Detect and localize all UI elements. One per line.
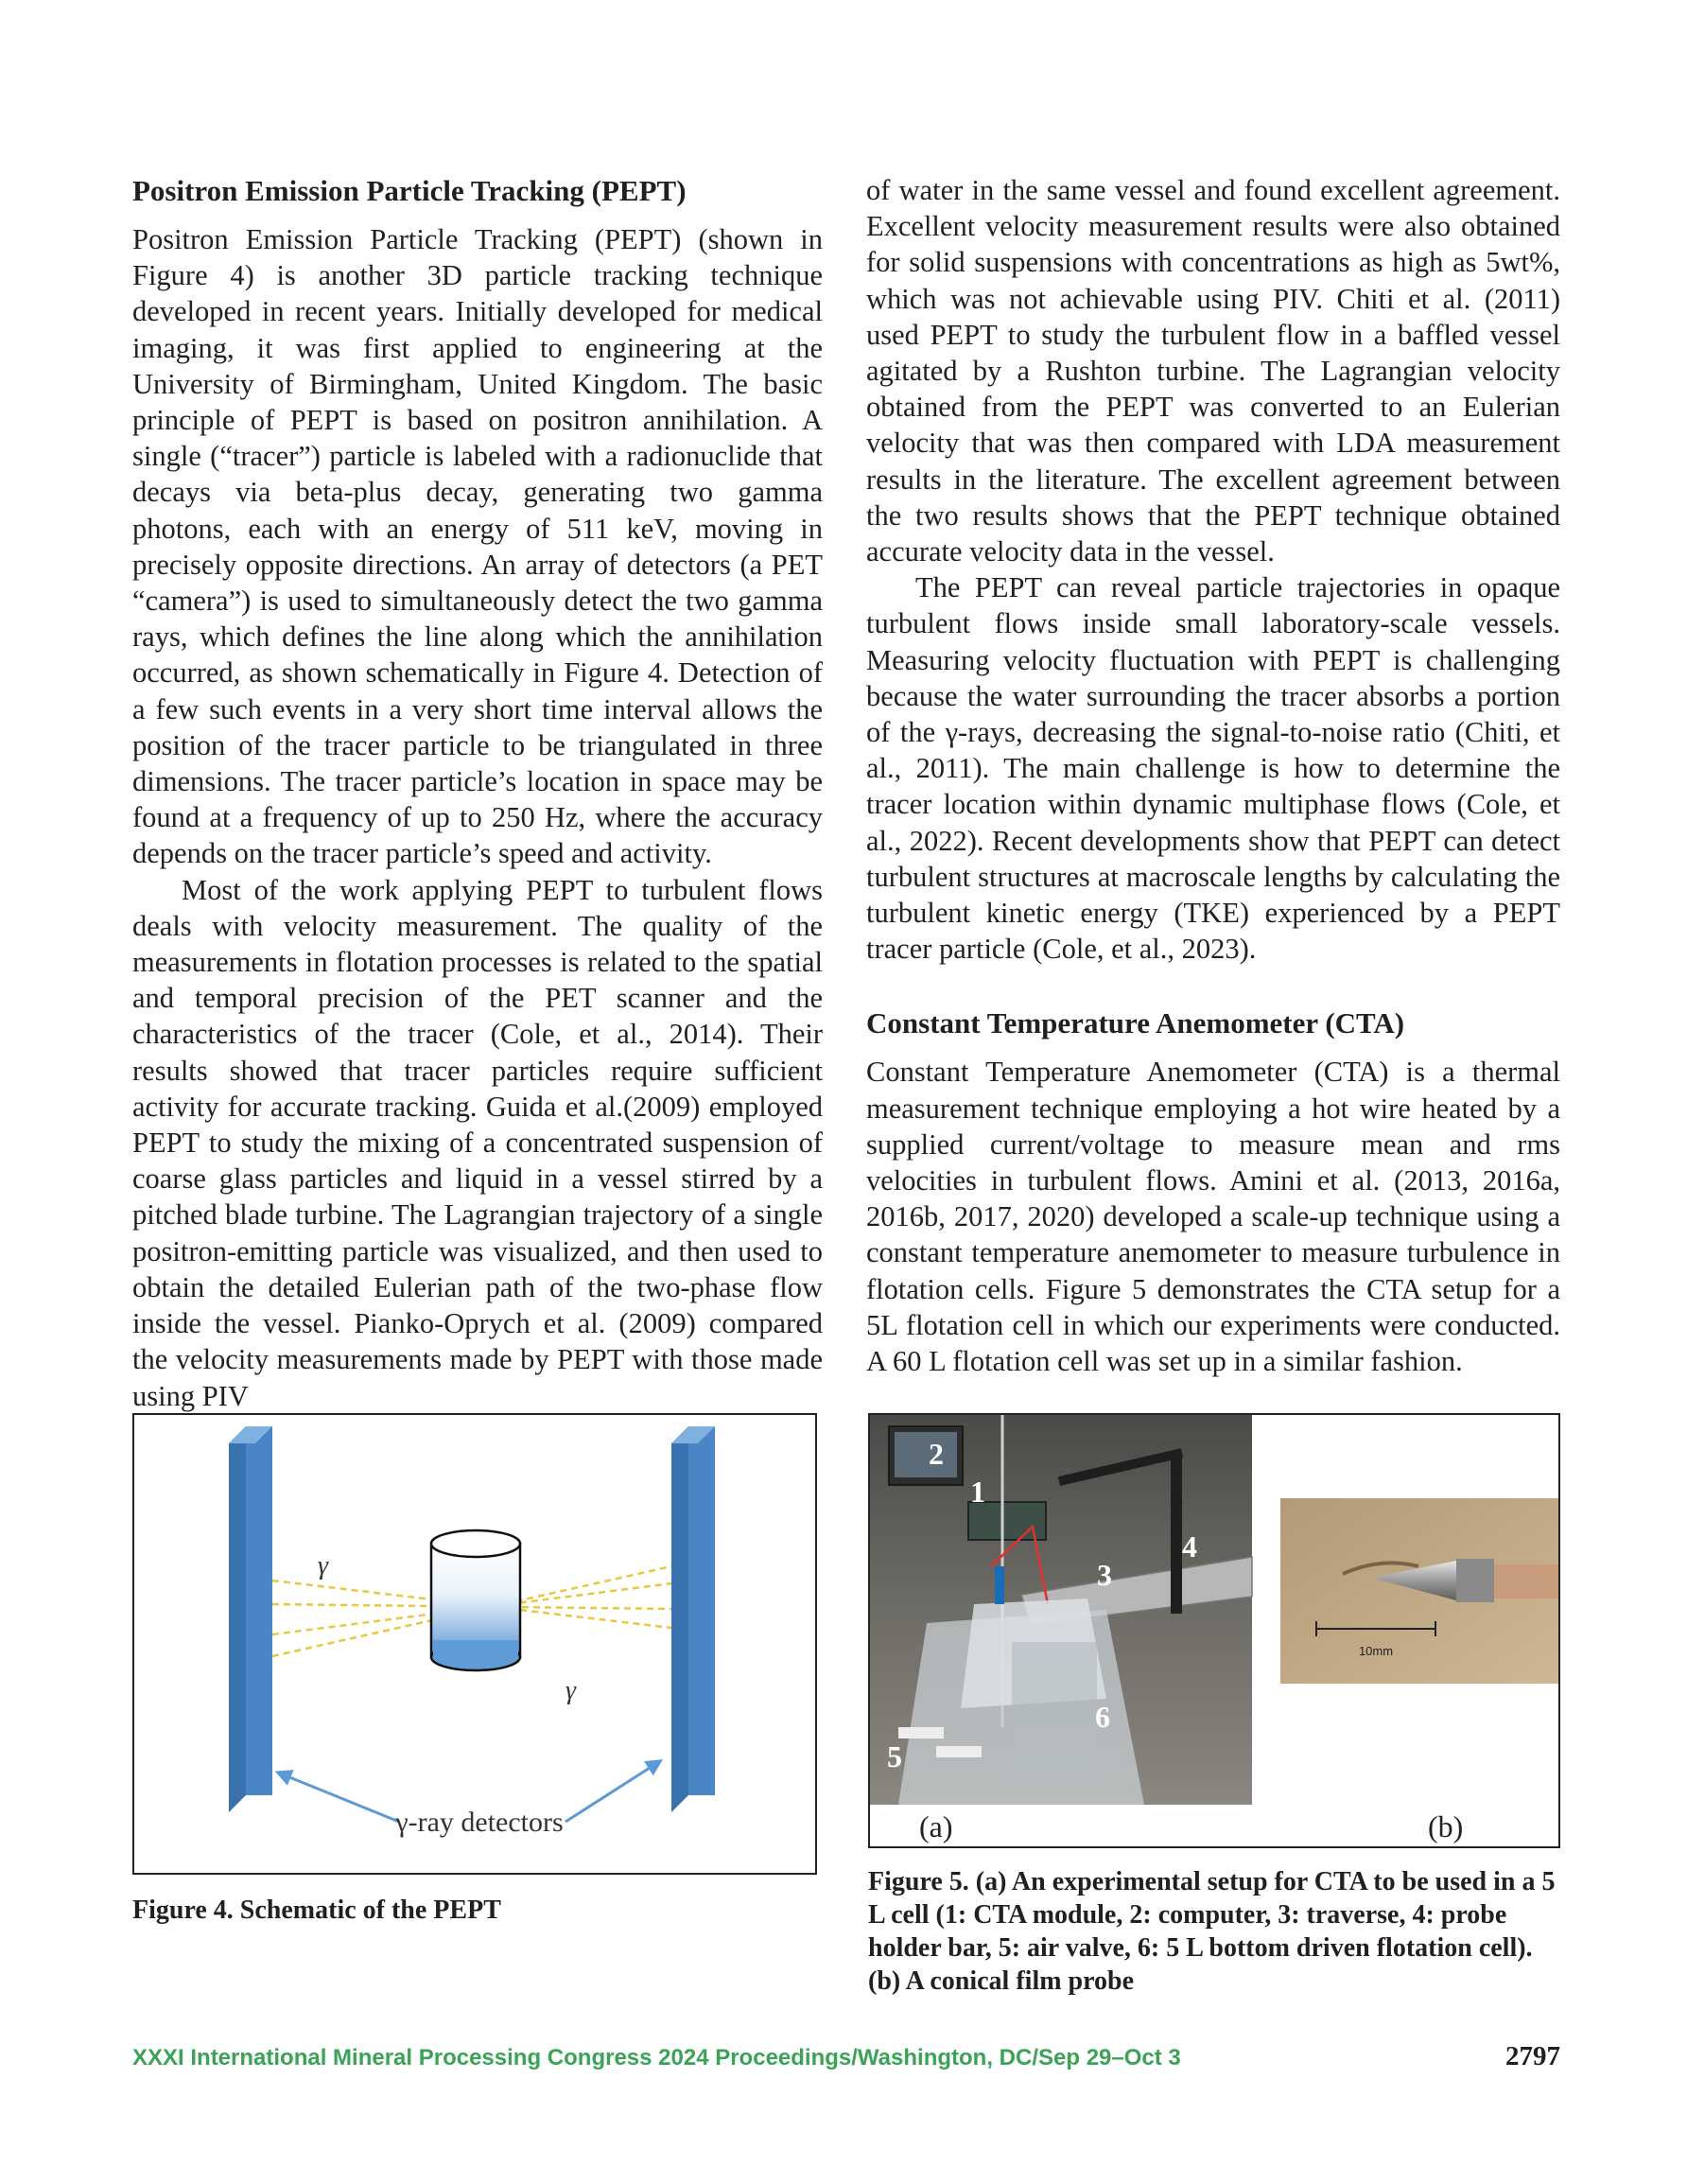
pept-paragraph-3: of water in the same vessel and found excellent agreement. Excellent velocity measurement results were also obtained for solid suspensions with concentrations as high as 5wt%, which was not achievable using PIV. Chiti et al. (2011) used PEPT to study the turbulent flow in a baffled vessel agitated by a Rushton turbine. The Lagrangian velocity obtained from the PEPT was converted to an Eulerian velocity that was then compared with LDA measurement results in the literature. The excellent agreement between the two results shows that the PEPT technique obtained accurate velocity data in the vessel. <box>866 174 1560 568</box>
scale-label: 10mm <box>1358 1644 1394 1658</box>
label-6: 6 <box>1095 1700 1110 1734</box>
probe-photo <box>1280 1498 1558 1684</box>
left-arrow <box>278 1773 399 1822</box>
right-detector <box>671 1426 715 1812</box>
label-5: 5 <box>887 1739 902 1773</box>
page-number: 2797 <box>1505 2041 1560 2071</box>
cta-paragraph: Constant Temperature Anemometer (CTA) is a thermal measurement technique employing a hot wire heated by a supplied current/voltage to measure mean and rms velocities in turbulent flows. Amini et al. (2013, 2016a, 2016b, 2017, 2020) developed a scale-up technique using a constant temperature anemometer to measure turbulence in flotation cells. Figure 5 demonstrates the CTA setup for a 5L flotation cell in which our experiments were conducted. A 60 L flotation cell was set up in a similar fashion. <box>866 1056 1560 1378</box>
setup-photo <box>870 1415 1252 1805</box>
cta-heading: Constant Temperature Anemometer (CTA) <box>866 1006 1405 1040</box>
label-1: 1 <box>970 1475 985 1509</box>
cta-setup-figure <box>870 1415 1558 1846</box>
figure-5-caption: Figure 5. (a) An experimental setup for CTA to be used in a 5 L cell (1: CTA module, 2: computer, 3: traverse, 4: probe holder bar, 5: air valve, 6: 5 L bottom driven flotation cell). (b) A conical film probe <box>868 1867 1556 1996</box>
left-column <box>132 172 823 1414</box>
right-column <box>866 172 1560 1379</box>
label-2: 2 <box>929 1437 944 1471</box>
label-4: 4 <box>1182 1529 1197 1564</box>
pept-paragraph-4: The PEPT can reveal particle trajectories in opaque turbulent flows inside small laboratory-scale vessels. Measuring velocity fluctuation with PEPT is challenging because the water surrounding the tracer absorbs a portion of the γ-rays, decreasing the signal-to-noise ratio (Chiti, et al., 2011). The main challenge is how to determine the tracer location within dynamic multiphase flows (Cole, et al., 2022). Recent developments show that PEPT can detect turbulent structures at macroscale lengths by calculating the turbulent kinetic energy (TKE) experienced by a PEPT tracer particle (Cole, et al., 2023). <box>866 571 1560 966</box>
gamma-label-left: γ <box>318 1551 329 1581</box>
figure-4-caption: Figure 4. Schematic of the PEPT <box>132 1896 501 1925</box>
pept-paragraph-1: Positron Emission Particle Tracking (PEPT) (shown in Figure 4) is another 3D particle tracking technique developed in recent years. Initially developed for medical imaging, it was first applied to engineering at the University of Birmingham, United Kingdom. The basic principle of PEPT is based on positron annihilation. A single (“tracer”) particle is labeled with a radionuclide that decays via beta-plus decay, generating two gamma photons, each with an energy of 511 keV, moving in precisely opposite directions. An array of detectors (a PET “camera”) is used to simultaneously detect the two gamma rays, which defines the line along which the annihilation occurred, as shown schematically in Figure 4. Detection of a few such events in a very short time interval allows the position of the tracer particle to be triangulated in three dimensions. The tracer particle’s location in space may be found at a frequency of up to 250 Hz, where the accuracy depends on the tracer particle’s speed and activity. <box>132 223 823 870</box>
detectors-label: γ-ray detectors <box>395 1807 564 1838</box>
figure-4 <box>132 1413 817 1875</box>
vessel-cylinder <box>431 1530 520 1670</box>
panel-b-label: (b) <box>1428 1809 1464 1843</box>
left-detector <box>229 1426 272 1812</box>
pept-paragraph-2: Most of the work applying PEPT to turbulent flows deals with velocity measurement. The quality of the measurements in flotation processes is related to the spatial and temporal precision of the PET scanner and the characteristics of the tracer (Cole, et al., 2014). Their results showed that tracer particles require sufficient activity for accurate tracking. Guida et al.(2009) employed PEPT to study the mixing of a concentrated suspension of coarse glass particles and liquid in a vessel stirred by a pitched blade turbine. The Lagrangian trajectory of a single positron-emitting particle was visualized, and then used to obtain the detailed Eulerian path of the two-phase flow inside the vessel. Pianko-Oprych et al. (2009) compared the velocity measurements made by PEPT with those made using PIV <box>132 873 823 1412</box>
label-3: 3 <box>1097 1558 1112 1592</box>
panel-a-label: (a) <box>919 1809 953 1843</box>
pept-schematic <box>134 1415 815 1873</box>
conference-footer: XXXI International Mineral Processing Congress 2024 Proceedings/Washington, DC/Sep 29–Oct 3 <box>132 2045 1181 2070</box>
pept-heading: Positron Emission Particle Tracking (PEPT) <box>132 174 687 207</box>
gamma-label-right: γ <box>565 1676 577 1705</box>
right-arrow <box>565 1761 660 1822</box>
figure-5 <box>868 1413 1560 1848</box>
